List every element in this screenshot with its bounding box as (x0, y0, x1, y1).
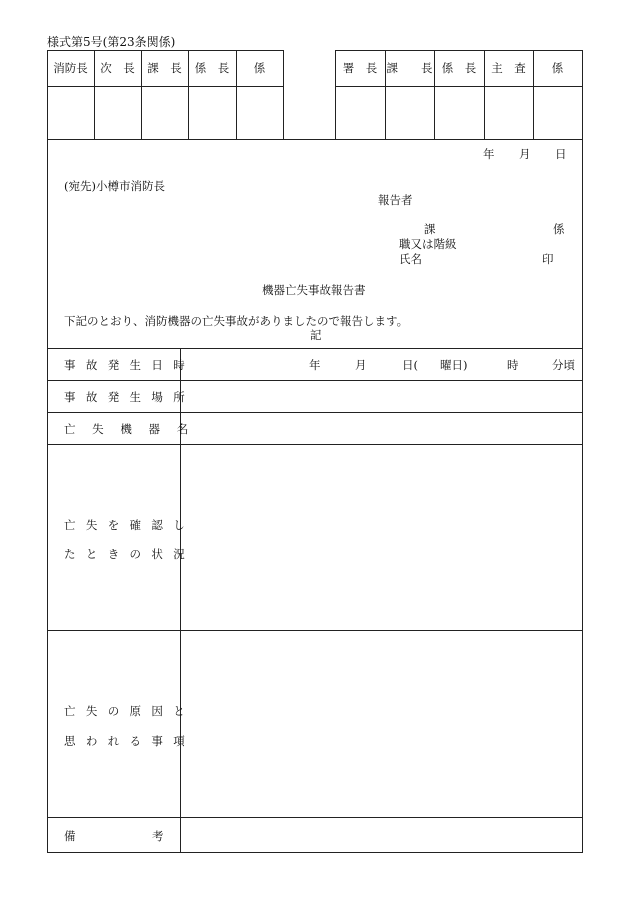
reporter-section: 課 (424, 222, 436, 236)
lost-item-field[interactable] (181, 413, 582, 444)
date-month: 月 (519, 147, 531, 161)
cause-field[interactable] (181, 631, 582, 817)
intro-text: 下記のとおり、消防機器の亡失事故がありましたので報告します。 (64, 314, 409, 328)
approval-header-inspector: 主 査 (491, 61, 526, 75)
datetime-weekday: 曜日) (440, 358, 468, 372)
approval-header-station-chief: 署 長 (342, 61, 378, 75)
approval-header-unit-chief: 係 長 (194, 61, 230, 75)
situation-field[interactable] (181, 445, 582, 630)
datetime-year: 年 (309, 358, 321, 372)
approval-header-staff: 係 (253, 61, 266, 75)
reporter-position: 職又は階級 (399, 237, 457, 251)
lost-item-label: 亡失機器名 (64, 422, 205, 436)
form-reference: 様式第5号(第23条関係) (47, 35, 176, 49)
document-title: 機器亡失事故報告書 (262, 283, 366, 297)
occurrence-place-field[interactable] (181, 381, 582, 412)
date-day: 日 (555, 147, 567, 161)
situation-label-line2: たときの状況 (64, 547, 196, 561)
occurrence-datetime-field[interactable] (181, 349, 582, 380)
datetime-day: 日( (402, 358, 418, 372)
remarks-field[interactable] (181, 818, 582, 852)
occurrence-place-label: 事故発生場所 (64, 390, 196, 404)
remarks-label-right: 考 (152, 829, 164, 843)
addressee: (宛先)小樽市消防長 (64, 179, 165, 193)
approval-header-deputy: 次 長 (100, 61, 135, 75)
reporter-unit: 係 (553, 222, 565, 236)
approval-header-section-chief: 課 長 (147, 61, 182, 75)
approval-header-unit-chief-2: 係 長 (441, 61, 477, 75)
cause-label-line2: 思われる事項 (64, 734, 196, 748)
ki-mark: 記 (310, 328, 322, 342)
approval-header-section-chief-2: 課 長 (386, 61, 433, 75)
situation-label-line1: 亡失を確認し (64, 518, 196, 532)
datetime-hour: 時 (507, 358, 519, 372)
reporter-label: 報告者 (378, 193, 413, 207)
cause-label-line1: 亡失の原因と (64, 704, 196, 718)
seal-mark: 印 (542, 252, 554, 266)
remarks-label-left: 備 (64, 829, 76, 843)
datetime-minute: 分頃 (552, 358, 575, 372)
approval-header-chief: 消防長 (53, 61, 88, 75)
datetime-month: 月 (355, 358, 367, 372)
occurrence-datetime-label: 事故発生日時 (64, 358, 196, 372)
reporter-name: 氏名 (399, 252, 422, 266)
date-year: 年 (483, 147, 495, 161)
approval-header-staff-2: 係 (551, 61, 564, 75)
